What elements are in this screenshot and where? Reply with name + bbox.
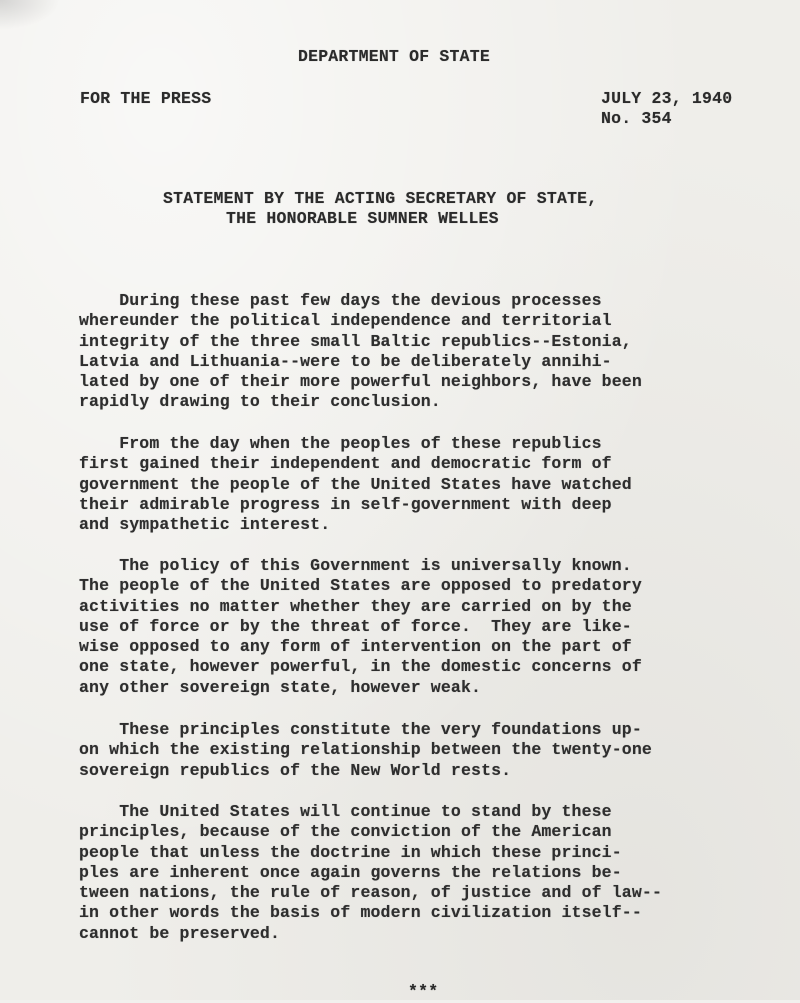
text-line: activities no matter whether they are carried on by the <box>79 596 632 616</box>
text-line: sovereign republics of the New World rests. <box>79 760 512 780</box>
text-line: rapidly drawing to their conclusion. <box>79 392 441 412</box>
text-line: The people of the United States are opposed to predatory <box>79 576 642 596</box>
paragraph-1 <box>79 291 769 413</box>
paragraph-4 <box>79 720 769 781</box>
text-line: any other sovereign state, however weak. <box>79 677 482 697</box>
text-line: wise opposed to any form of intervention on the part of <box>79 637 632 657</box>
text-line: Latvia and Lithuania--were to be deliberately annihi- <box>79 351 612 371</box>
paragraph-3 <box>79 556 769 698</box>
text-line: The policy of this Government is universally known. <box>79 556 632 575</box>
text-line: one state, however powerful, in the domestic concerns of <box>79 657 642 677</box>
text-line: on which the existing relationship between the twenty-one <box>79 740 652 760</box>
statement-title-line-2: THE HONORABLE SUMNER WELLES <box>226 209 499 228</box>
paragraph-2 <box>79 434 769 535</box>
statement-title-line-1: STATEMENT BY THE ACTING SECRETARY OF STATE, <box>163 189 598 208</box>
text-line: integrity of the three small Baltic republics--Estonia, <box>79 331 632 351</box>
text-line: tween nations, the rule of reason, of justice and of law-- <box>79 883 662 903</box>
text-line: cannot be preserved. <box>79 923 281 943</box>
text-line: During these past few days the devious processes <box>79 291 602 310</box>
text-line: The United States will continue to stand by these <box>79 802 612 821</box>
text-line: From the day when the peoples of these republics <box>79 434 602 453</box>
release-label: FOR THE PRESS <box>80 89 212 108</box>
department-heading: DEPARTMENT OF STATE <box>298 47 490 66</box>
text-line: government the people of the United States have watched <box>79 474 632 494</box>
text-line: whereunder the political independence and territorial <box>79 311 612 331</box>
release-date: JULY 23, 1940 <box>601 89 733 108</box>
paragraph-5 <box>79 802 769 944</box>
text-line: lated by one of their more powerful neighbors, have been <box>79 372 642 392</box>
paper-smudge <box>0 0 60 30</box>
text-line: people that unless the doctrine in which these princi- <box>79 842 622 862</box>
end-mark: *** <box>408 982 439 1001</box>
text-line: in other words the basis of modern civilization itself-- <box>79 903 642 923</box>
release-number: No. 354 <box>601 109 672 128</box>
text-line: These principles constitute the very foundations up- <box>79 720 642 739</box>
text-line: ples are inherent once again governs the relations be- <box>79 862 622 882</box>
text-line: first gained their independent and democratic form of <box>79 454 612 474</box>
text-line: their admirable progress in self-government with deep <box>79 494 612 514</box>
text-line: use of force or by the threat of force. They are like- <box>79 616 632 636</box>
text-line: and sympathetic interest. <box>79 515 331 535</box>
text-line: principles, because of the conviction of the American <box>79 822 612 842</box>
